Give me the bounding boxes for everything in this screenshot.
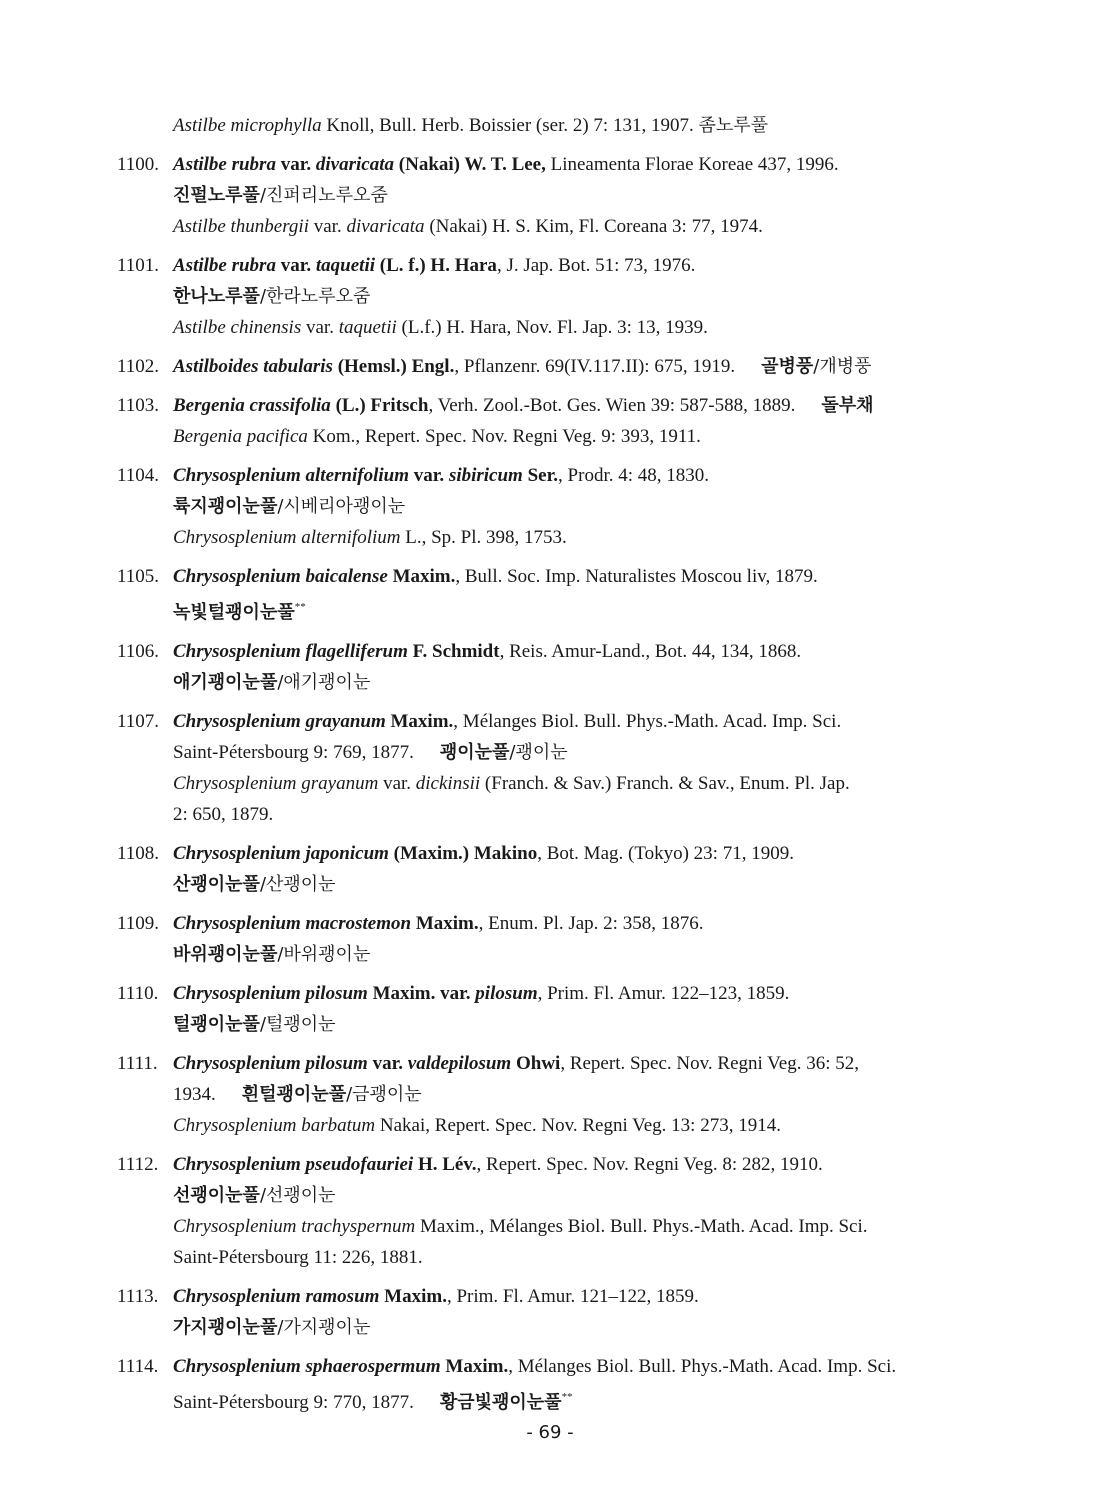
citation-text: Kom., Repert. Spec. Nov. Regni Veg. 9: 393, 1911. (307, 426, 701, 447)
species-entry (0, 1351, 1100, 1418)
author-text: (L. f.) H. Hara (375, 255, 497, 276)
korean-alt-name: /바위괭이눈 (277, 944, 371, 965)
author-text: Maxim. (440, 1356, 509, 1377)
species-entry (0, 390, 1100, 452)
author-text: H. Lév. (413, 1154, 477, 1175)
synonym-line (0, 421, 985, 452)
korean-name: 진펄노루풀 (173, 185, 260, 206)
entry-number: 1102. (117, 356, 160, 377)
author-text: var. (408, 465, 449, 486)
taxon-name: Chrysosplenium macrostemon (173, 913, 412, 934)
author-text: (Hemsl.) Engl. (332, 356, 455, 377)
citation-text: , J. Jap. Bot. 51: 73, 1976. (496, 255, 696, 276)
citation-text: , Pflanzenr. 69(IV.117.II): 675, 1919. (454, 356, 736, 377)
taxon-name: Astilbe microphylla (173, 115, 322, 136)
synonym-line (0, 211, 985, 242)
taxon-name: Chrysosplenium flagelliferum (173, 641, 408, 662)
footnote-mark: ** (561, 1391, 573, 1403)
taxon-name: dickinsii (415, 773, 481, 794)
taxon-name: Chrysosplenium ramosum (173, 1286, 380, 1307)
citation-text: var. (301, 317, 339, 338)
korean-name: 괭이눈풀 (439, 742, 510, 763)
scientific-name-line (0, 1382, 985, 1418)
species-entry (0, 1281, 1100, 1343)
scientific-name-line (0, 737, 985, 768)
taxon-name: Chrysosplenium barbatum (173, 1115, 376, 1136)
citation-text: Saint-Pétersbourg 11: 226, 1881. (173, 1247, 423, 1268)
korean-name-line (0, 592, 985, 628)
entry-number: 1107. (117, 711, 160, 732)
citation-text: , Verh. Zool.-Bot. Ges. Wien 39: 587-588, 1889. (428, 395, 796, 416)
korean-alt-name: /시베리아괭이눈 (277, 496, 406, 517)
citation-text: , Reis. Amur-Land., Bot. 44, 134, 1868. (499, 641, 802, 662)
korean-name: 흰털괭이눈풀 (241, 1084, 347, 1105)
species-entry (0, 706, 1100, 830)
taxon-name: taquetii (315, 255, 376, 276)
author-text: var. (275, 255, 316, 276)
korean-alt-name: /산괭이눈 (259, 874, 336, 895)
author-text: Ohwi (511, 1053, 561, 1074)
taxon-name: Astilbe rubra (173, 255, 276, 276)
taxon-name: Chrysosplenium pilosum (173, 983, 368, 1004)
taxon-name: Chrysosplenium pilosum (173, 1053, 368, 1074)
scientific-name-line (0, 1079, 985, 1110)
taxon-name: divaricata (346, 216, 425, 237)
page-number: - 69 - (526, 1422, 574, 1443)
korean-name-line (0, 1180, 985, 1211)
korean-alt-name: /애기괭이눈 (277, 672, 371, 693)
species-entry (0, 460, 1100, 553)
korean-name: 바위괭이눈풀 (173, 944, 278, 965)
taxon-name: Chrysosplenium trachyspernum (173, 1216, 416, 1237)
synonym-line (0, 312, 985, 343)
korean-alt-name: /괭이눈 (509, 742, 568, 763)
citation-text: Saint-Pétersbourg 9: 770, 1877. (173, 1392, 414, 1413)
footnote-mark: ** (294, 601, 306, 613)
korean-name-line (0, 667, 985, 698)
korean-name: 털괭이눈풀 (173, 1014, 260, 1035)
species-entry (0, 1149, 1100, 1273)
korean-name-line (0, 1009, 985, 1040)
korean-name-line (0, 1312, 985, 1343)
korean-alt-name: /진퍼리노루오줌 (259, 185, 388, 206)
author-text: var. (367, 1053, 408, 1074)
author-text: var. (275, 154, 316, 175)
taxon-name: Chrysosplenium alternifolium (173, 465, 409, 486)
synonym-line (0, 768, 985, 799)
entry-number: 1112. (117, 1154, 159, 1175)
citation-text: 1934. (173, 1084, 216, 1105)
synonym-line (0, 522, 985, 553)
author-text: (L.) Fritsch (330, 395, 429, 416)
species-entry (0, 838, 1100, 900)
author-text: (Nakai) W. T. Lee, (394, 154, 546, 175)
author-text: Maxim. (385, 711, 454, 732)
taxon-name: Chrysosplenium grayanum (173, 773, 379, 794)
citation-text: , Mélanges Biol. Bull. Phys.-Math. Acad. Imp. Sci. (508, 1356, 897, 1377)
synonym-line (0, 1110, 985, 1141)
korean-alt-name: /금괭이눈 (346, 1084, 422, 1105)
citation-text: Lineamenta Florae Koreae 437, 1996. (545, 154, 839, 175)
author-text: (Maxim.) Makino (388, 843, 538, 864)
korean-alt-name: /가지괭이눈 (277, 1317, 371, 1338)
taxon-name: Astilboides tabularis (173, 356, 333, 377)
entry-number: 1114. (117, 1356, 159, 1377)
korean-name: 돌부채 (821, 395, 874, 416)
species-entry (0, 978, 1100, 1040)
citation-text: var. (308, 216, 347, 237)
author-text: Maxim. var. (367, 983, 476, 1004)
taxon-name: valdepilosum (407, 1053, 512, 1074)
species-entry (0, 561, 1100, 628)
entry-number: 1105. (117, 566, 160, 587)
species-entry (0, 1048, 1100, 1141)
citation-text: 2: 650, 1879. (173, 804, 274, 825)
synonym-line (0, 1211, 985, 1242)
korean-name: 가지괭이눈풀 (173, 1317, 278, 1338)
entry-number: 1113. (117, 1286, 159, 1307)
taxon-name: sibiricum (448, 465, 523, 486)
species-entry (0, 636, 1100, 698)
citation-text: Maxim., Mélanges Biol. Bull. Phys.-Math. Acad. Imp. Sci. (415, 1216, 868, 1237)
korean-name: 녹빛털괭이눈풀 (173, 602, 295, 623)
citation-text: Knoll, Bull. Herb. Boissier (ser. 2) 7: 131, 1907. (321, 115, 699, 136)
entry-number: 1106. (117, 641, 160, 662)
citation-text: Nakai, Repert. Spec. Nov. Regni Veg. 13: 273, 1914. (375, 1115, 781, 1136)
taxon-name: Chrysosplenium pseudofauriei (173, 1154, 414, 1175)
korean-name-line (0, 491, 985, 522)
korean-alt-name: 좀노루풀 (698, 115, 769, 136)
korean-name: 선괭이눈풀 (173, 1185, 260, 1206)
entry-number: 1111. (117, 1053, 158, 1074)
citation-text: , Repert. Spec. Nov. Regni Veg. 36: 52, (560, 1053, 860, 1074)
species-entry (0, 110, 1100, 141)
citation-text: , Prodr. 4: 48, 1830. (558, 465, 709, 486)
entry-number: 1103. (117, 395, 160, 416)
synonym-line (0, 110, 985, 141)
citation-text: , Bull. Soc. Imp. Naturalistes Moscou liv, 1879. (455, 566, 818, 587)
taxon-name: pilosum (475, 983, 538, 1004)
taxon-name: taquetii (338, 317, 397, 338)
species-entry (0, 351, 1100, 382)
citation-text: Saint-Pétersbourg 9: 769, 1877. (173, 742, 414, 763)
citation-text: L., Sp. Pl. 398, 1753. (400, 527, 567, 548)
korean-name: 황금빛괭이눈풀 (439, 1392, 562, 1413)
korean-name-line (0, 180, 985, 211)
entry-number: 1101. (117, 255, 160, 276)
entry-number: 1100. (117, 154, 160, 175)
citation-text: , Enum. Pl. Jap. 2: 358, 1876. (478, 913, 704, 934)
species-entry (0, 149, 1100, 242)
korean-alt-name: /털괭이눈 (259, 1014, 336, 1035)
taxon-name: Chrysosplenium baicalense (173, 566, 388, 587)
author-text: Maxim. (411, 913, 479, 934)
author-text: Ser. (522, 465, 559, 486)
entry-number: 1108. (117, 843, 160, 864)
entry-number: 1104. (117, 465, 160, 486)
taxon-name: Astilbe rubra (173, 154, 276, 175)
entry-number: 1110. (117, 983, 159, 1004)
citation-text: (Franch. & Sav.) Franch. & Sav., Enum. Pl. Jap. (480, 773, 850, 794)
taxon-name: Bergenia crassifolia (173, 395, 331, 416)
korean-name-line (0, 281, 985, 312)
taxon-name: Astilbe chinensis (173, 317, 302, 338)
taxon-name: Chrysosplenium sphaerospermum (173, 1356, 441, 1377)
korean-alt-name: /개병풍 (813, 356, 872, 377)
korean-name: 한나노루풀 (173, 286, 260, 307)
citation-text: , Prim. Fl. Amur. 122–123, 1859. (537, 983, 790, 1004)
citation-text: , Prim. Fl. Amur. 121–122, 1859. (446, 1286, 699, 1307)
korean-name: 애기괭이눈풀 (173, 672, 278, 693)
author-text: Maxim. (387, 566, 456, 587)
citation-text: var. (378, 773, 416, 794)
taxon-name: divaricata (315, 154, 395, 175)
citation-text: (L.f.) H. Hara, Nov. Fl. Jap. 3: 13, 1939. (396, 317, 708, 338)
synonym-line (0, 1242, 985, 1273)
korean-name-line (0, 939, 985, 970)
entry-number: 1109. (117, 913, 160, 934)
taxon-name: Chrysosplenium grayanum (173, 711, 386, 732)
korean-name: 산괭이눈풀 (173, 874, 260, 895)
taxon-name: Bergenia pacifica (173, 426, 308, 447)
taxon-name: Chrysosplenium alternifolium (173, 527, 401, 548)
author-text: F. Schmidt (407, 641, 500, 662)
species-list (0, 110, 1100, 1426)
species-entry (0, 908, 1100, 970)
synonym-line (0, 799, 985, 830)
citation-text: (Nakai) H. S. Kim, Fl. Coreana 3: 77, 1974. (424, 216, 763, 237)
taxon-name: Chrysosplenium japonicum (173, 843, 389, 864)
korean-name: 륙지괭이눈풀 (173, 496, 278, 517)
citation-text: , Mélanges Biol. Bull. Phys.-Math. Acad. Imp. Sci. (453, 711, 842, 732)
korean-name: 골병풍 (761, 356, 814, 377)
taxon-name: Astilbe thunbergii (173, 216, 309, 237)
korean-alt-name: /선괭이눈 (259, 1185, 336, 1206)
species-entry (0, 250, 1100, 343)
author-text: Maxim. (379, 1286, 447, 1307)
korean-name-line (0, 869, 985, 900)
korean-alt-name: /한라노루오줌 (259, 286, 371, 307)
citation-text: , Bot. Mag. (Tokyo) 23: 71, 1909. (537, 843, 794, 864)
citation-text: , Repert. Spec. Nov. Regni Veg. 8: 282, 1910. (476, 1154, 823, 1175)
